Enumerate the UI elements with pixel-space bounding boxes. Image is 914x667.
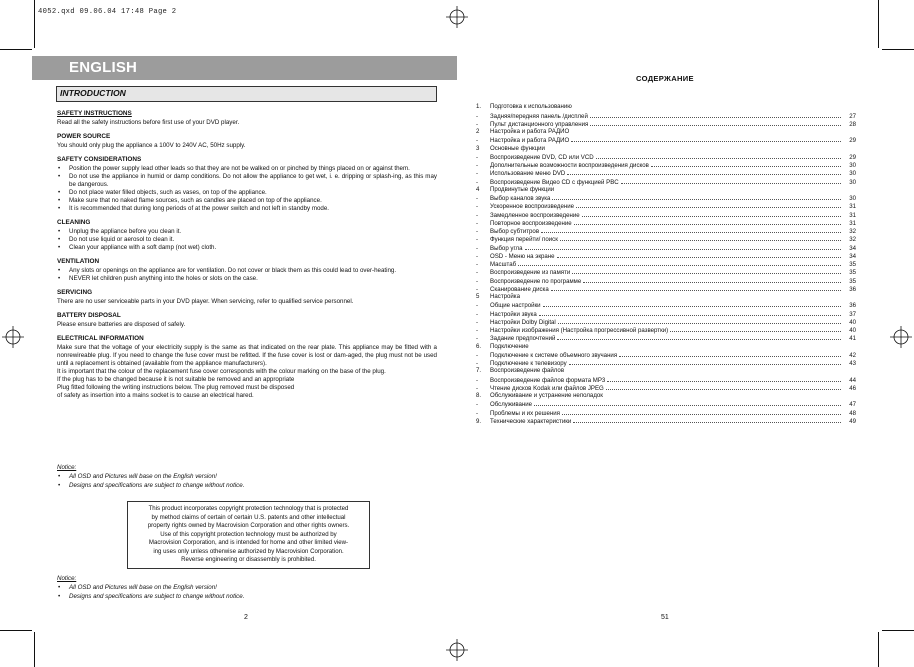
toc-entry-number: - bbox=[476, 302, 479, 310]
toc-entry-title: Настройки звука bbox=[490, 310, 537, 318]
toc-entry-number: - bbox=[476, 401, 479, 409]
toc-entry-title: Настройка bbox=[490, 293, 520, 300]
toc-leader-dots bbox=[571, 125, 841, 133]
toc-title: СОДЕРЖАНИЕ bbox=[636, 74, 694, 83]
toc-entry-title: Обслуживание bbox=[490, 401, 533, 409]
toc-entry-title: Подключение к системе объемного звучания bbox=[490, 351, 618, 359]
toc-entry-title: Настройки изображения (Настройка прогрессивной развертки) bbox=[490, 327, 669, 334]
paragraph: There are no user serviceable parts in your DVD player. When servicing, refer to qualified service personnel. bbox=[57, 298, 354, 305]
toc-entry-number: 3 bbox=[476, 144, 480, 152]
toc-entry-page: 49 bbox=[849, 417, 856, 425]
page-number-right: 51 bbox=[661, 614, 669, 621]
notice-item: • Designs and specifications are subject to change without notice. bbox=[57, 592, 437, 601]
toc-entry-number: - bbox=[476, 285, 479, 293]
toc-entry-number: - bbox=[476, 252, 479, 260]
toc-entry-title: Использование меню DVD bbox=[490, 170, 566, 178]
paragraph: It is important that the colour of the replacement fuse cover corresponds with the colour marking on the base of the plug. bbox=[57, 368, 386, 375]
toc-entry-page: 35 bbox=[849, 269, 856, 277]
paragraph: Make sure that the voltage of your electricity supply is the same as that indicated on the rear plate. This appliance may be fitted with a nonrewireable plug. If you need to change the fuse cover must be refitted. If the fuse cover is lost or dam-aged, the plug must not be used until a replacement is obtained (available from the appliance manufacturers). bbox=[57, 344, 437, 367]
section-heading: CLEANING bbox=[57, 219, 91, 226]
toc-entry-page: 31 bbox=[849, 211, 856, 219]
toc-entry-title: Воспроизведение Видео CD с функцией PBC bbox=[490, 178, 619, 186]
bullet-list bbox=[57, 267, 437, 283]
bullet-item: • Do not place water filled objects, such as vases, on top of the appliance. bbox=[57, 189, 437, 197]
paragraph: You should only plug the appliance a 100V to 240V AC, 50Hz supply. bbox=[57, 142, 246, 149]
toc-entry-number: 6. bbox=[476, 342, 482, 350]
section-heading: SAFETY INSTRUCTIONS bbox=[57, 110, 132, 117]
toc-entry-title: Подготовка к использованию bbox=[490, 103, 572, 111]
toc-entry-page: 35 bbox=[849, 261, 856, 268]
toc-entry-title: Технические характеристики bbox=[490, 417, 572, 425]
bullet-item: • Any slots or openings on the appliance are for ventilation. Do not cover or black them as this could lead to over-heating. bbox=[57, 267, 437, 275]
crop-mark bbox=[882, 49, 914, 50]
toc-entry-page: 30 bbox=[849, 170, 856, 178]
toc-entry-page: 32 bbox=[849, 236, 856, 244]
toc-entry-page: 31 bbox=[849, 219, 856, 227]
crop-mark bbox=[0, 49, 32, 50]
toc-leader-dots bbox=[573, 414, 841, 423]
paragraph: Please ensure batteries are disposed of safely. bbox=[57, 321, 186, 328]
toc-entry-page: 29 bbox=[849, 153, 856, 161]
crop-mark bbox=[34, 0, 35, 48]
language-banner bbox=[32, 56, 457, 80]
toc-entry-title: Воспроизведение DVD, CD или VCD bbox=[490, 153, 594, 161]
toc-entry-title: Дополнительные возможности воспроизведения дисков bbox=[490, 162, 649, 169]
toc-entry-page: 34 bbox=[849, 252, 856, 260]
toc-entry-number: - bbox=[476, 219, 479, 227]
toc-leader-dots bbox=[531, 339, 841, 347]
section-heading: SERVICING bbox=[57, 289, 93, 296]
paragraph: Plug fitted following the writing instructions below. The plug removed must be disposed bbox=[57, 384, 295, 391]
toc-entry-title: Воспроизведение по программе bbox=[490, 277, 582, 285]
toc-entry-title: Подключение bbox=[490, 342, 529, 350]
content-section bbox=[57, 156, 437, 213]
crop-mark bbox=[878, 0, 879, 48]
toc-entry-number: 4 bbox=[476, 185, 480, 193]
bullet-list bbox=[57, 165, 437, 213]
copyright-line: Macrovision Corporation, and is intended for home and other limited view- bbox=[148, 539, 349, 546]
toc-entry-number: - bbox=[476, 384, 479, 392]
registration-mark-icon bbox=[446, 6, 468, 28]
copyright-line: ing uses only unless otherwise authorized by Macrovision Corporation. bbox=[153, 547, 344, 555]
section-heading: BATTERY DISPOSAL bbox=[57, 312, 121, 319]
notice-bottom bbox=[57, 574, 437, 601]
paragraph: of safety as insertion into a mains socket is to cause an electrical hared. bbox=[57, 392, 254, 399]
toc-entry bbox=[476, 249, 856, 260]
section-heading: ELECTRICAL INFORMATION bbox=[57, 335, 144, 342]
toc-entry-page: 27 bbox=[849, 112, 856, 120]
toc-entry-number: - bbox=[476, 376, 479, 384]
toc-entry-page: 42 bbox=[849, 351, 856, 359]
toc-entry-page: 44 bbox=[849, 376, 856, 384]
toc-entry-number: - bbox=[476, 351, 479, 359]
toc-entry-number: - bbox=[476, 310, 479, 318]
toc-entry-number: - bbox=[476, 277, 479, 285]
toc-entry-page: 41 bbox=[849, 335, 856, 343]
toc-leader-dots bbox=[556, 183, 841, 191]
bullet-list bbox=[57, 228, 437, 252]
crop-mark bbox=[34, 632, 35, 667]
toc-entry-page: 30 bbox=[849, 195, 856, 202]
safety-content bbox=[57, 110, 437, 406]
copyright-line: property rights owned by Macrovision Corporation and other rights owners. bbox=[147, 522, 350, 529]
notice-item: • All OSD and Pictures will base on the English version! bbox=[57, 583, 437, 592]
registration-mark-icon bbox=[890, 326, 912, 348]
toc-entry-title: Задняя/передняя панель /дисплей bbox=[490, 112, 588, 120]
toc-entry-number: - bbox=[476, 195, 479, 202]
bullet-item: • NEVER let children push anything into the holes or slots on the case. bbox=[57, 275, 437, 283]
bullet-item: • It is recommended that during long periods of at the power switch and not left in standby mode. bbox=[57, 205, 437, 213]
toc-entry-number: - bbox=[476, 203, 479, 211]
toc-entry-title: Настройки Dolby Digital bbox=[490, 318, 556, 326]
toc-entry bbox=[476, 240, 856, 252]
toc-entry-number: 5 bbox=[476, 293, 480, 300]
toc-entry-title: Ускоренное воспроизведение bbox=[490, 203, 575, 211]
toc-entry-number: - bbox=[476, 211, 479, 219]
toc-entry bbox=[476, 100, 856, 111]
notice-list bbox=[57, 472, 437, 490]
toc-entry-number: - bbox=[476, 162, 479, 169]
notice-heading: Notice: bbox=[57, 575, 77, 582]
toc-entry bbox=[476, 405, 856, 417]
toc-leader-dots bbox=[547, 141, 841, 149]
section-heading: POWER SOURCE bbox=[57, 133, 111, 140]
content-section bbox=[57, 219, 437, 252]
notice-item: • Designs and specifications are subject to change without notice. bbox=[57, 481, 437, 490]
toc-entry-number: - bbox=[476, 261, 479, 268]
toc-entry-page: 34 bbox=[849, 244, 856, 252]
toc-leader-dots bbox=[605, 389, 841, 397]
toc-entry-page: 32 bbox=[849, 228, 856, 235]
section-title: INTRODUCTION bbox=[60, 88, 126, 98]
toc-entry-number: - bbox=[476, 335, 479, 343]
toc-entry bbox=[476, 348, 856, 359]
toc-entry-title: Настройка и работа РАДИО bbox=[490, 128, 570, 135]
bullet-item: • Do not use liquid or aerosol to clean it. bbox=[57, 236, 437, 244]
toc-entry bbox=[476, 265, 856, 277]
bullet-item: • Make sure that no naked flame sources, such as candles are placed on top of the appliance. bbox=[57, 197, 437, 205]
toc-entry-page: 36 bbox=[849, 285, 856, 293]
toc-entry-number: - bbox=[476, 228, 479, 235]
toc-entry-title: Воспроизведение файлов bbox=[490, 367, 565, 375]
toc-entry-page: 47 bbox=[849, 401, 856, 409]
toc-entry-page: 46 bbox=[849, 384, 856, 392]
toc-entry-title: Задание предпочтений bbox=[490, 335, 556, 343]
copyright-line: Use of this copyright protection technology must be authorized by bbox=[160, 530, 337, 538]
toc-entry-page: 37 bbox=[849, 310, 856, 318]
toc-entry-number: - bbox=[476, 244, 479, 252]
toc-entry-number: - bbox=[476, 269, 479, 277]
toc-entry-title: Пульт дистанционного управления bbox=[490, 120, 589, 128]
toc-entry-number: 2 bbox=[476, 128, 480, 135]
section-heading: SAFETY CONSIDERATIONS bbox=[57, 156, 142, 163]
section-heading: VENTILATION bbox=[57, 258, 100, 265]
toc-entry-number: 9. bbox=[476, 417, 482, 425]
content-section bbox=[57, 289, 437, 306]
toc-entry-number: 7. bbox=[476, 367, 482, 375]
content-section bbox=[57, 258, 437, 283]
language-title: ENGLISH bbox=[69, 59, 138, 76]
toc-entry-title: Выбор угла bbox=[490, 244, 523, 252]
bullet-item: • Unplug the appliance before you clean it. bbox=[57, 228, 437, 236]
toc-entry-title: OSD - Меню на экране bbox=[490, 252, 555, 260]
bullet-item: • Do not use the appliance in humid or damp conditions. Do not allow the appliance to get wet, i. e. dripping or splash-ing, as this may be dangerous. bbox=[57, 173, 437, 189]
toc-entry-page: 35 bbox=[849, 277, 856, 285]
toc-entry-number: - bbox=[476, 327, 479, 334]
toc-leader-dots bbox=[522, 290, 841, 298]
toc-entry-page: 30 bbox=[849, 178, 856, 186]
toc-entry-title: Подключение к телевизору bbox=[490, 360, 567, 367]
page-number-left: 2 bbox=[244, 614, 248, 621]
notice-top bbox=[57, 463, 437, 490]
bullet-item: • Clean your appliance with a soft damp (not wet) cloth. bbox=[57, 244, 437, 252]
toc-entry-page: 36 bbox=[849, 302, 856, 310]
toc-entry-title: Продвинутые функции bbox=[490, 185, 555, 193]
toc-entry bbox=[476, 339, 856, 350]
notice-heading: Notice: bbox=[57, 464, 77, 471]
file-slug: 4052.qxd 09.06.04 17:48 Page 2 bbox=[38, 8, 177, 16]
toc-entry-title: Замедленное воспроизведение bbox=[490, 211, 580, 219]
toc-entry bbox=[476, 298, 856, 310]
content-section bbox=[57, 133, 437, 150]
content-section bbox=[57, 110, 437, 127]
toc-entry-page: 30 bbox=[849, 162, 856, 169]
toc-entry-title: Общие настройки bbox=[490, 302, 541, 310]
crop-mark bbox=[0, 630, 32, 631]
toc-entry-title: Проблемы и их решения bbox=[490, 409, 560, 417]
toc-entry-page: 40 bbox=[849, 327, 856, 334]
bullet-item: • Position the power supply lead other leads so that they are not be walked on or pinched by things placed on or against them. bbox=[57, 165, 437, 173]
toc-entry-title: Воспроизведение файлов формата MP3 bbox=[490, 376, 606, 384]
toc-entry-title: Выбор каналов звука bbox=[490, 195, 551, 202]
crop-mark bbox=[878, 632, 879, 667]
toc-entry-number: - bbox=[476, 318, 479, 326]
toc-entry-page: 43 bbox=[849, 360, 856, 367]
copyright-notice-box bbox=[127, 501, 370, 569]
toc-entry-number: - bbox=[476, 178, 479, 186]
toc-entry-title: Обслуживание и устранение неполадок bbox=[490, 392, 603, 399]
copyright-line: This product incorporates copyright protection technology that is protected bbox=[148, 505, 349, 512]
toc-leader-dots bbox=[574, 100, 841, 108]
toc-entry-number: - bbox=[476, 236, 479, 244]
toc-entry-title: Основные функции bbox=[490, 144, 545, 152]
toc-entry-number: 8. bbox=[476, 392, 482, 399]
toc-entry-number: - bbox=[476, 137, 479, 145]
crop-mark bbox=[882, 630, 914, 631]
copyright-line: by method claims of certain of certain U.S. patents and other intellectual bbox=[151, 513, 346, 521]
copyright-line: Reverse engineering or disassembly is prohibited. bbox=[181, 556, 316, 563]
toc-entry-title: Функция перейти/ поиск bbox=[490, 236, 558, 244]
registration-mark-icon bbox=[2, 326, 24, 348]
table-of-contents bbox=[476, 100, 856, 425]
paragraph: Read all the safety instructions before first use of your DVD player. bbox=[57, 119, 240, 126]
toc-entry-title: Масштаб bbox=[490, 261, 517, 268]
toc-entry-number: - bbox=[476, 153, 479, 161]
toc-entry-number: - bbox=[476, 112, 479, 120]
content-section bbox=[57, 335, 437, 400]
toc-entry-title: Настройка и работа РАДИО bbox=[490, 137, 570, 145]
toc-entry bbox=[476, 257, 856, 268]
toc-leader-dots bbox=[566, 364, 841, 372]
notice-list bbox=[57, 583, 437, 601]
paragraph: If the plug has to be changed because it is not suitable be removed and an appropriate bbox=[57, 376, 295, 383]
toc-entry-number: - bbox=[476, 360, 479, 367]
content-section bbox=[57, 312, 437, 329]
toc-entry-number: 1. bbox=[476, 103, 482, 111]
toc-entry bbox=[476, 290, 856, 298]
section-title-box bbox=[56, 86, 437, 102]
toc-entry-title: Чтение дисков Kodak или файлов JPEG bbox=[490, 384, 604, 392]
toc-entry-page: 29 bbox=[849, 137, 856, 145]
toc-entry-title: Повторное воспроизведение bbox=[490, 219, 572, 227]
toc-entry-title: Выбор субтитров bbox=[490, 228, 540, 235]
toc-entry-page: 28 bbox=[849, 120, 856, 128]
toc-entry-page: 40 bbox=[849, 318, 856, 326]
notice-item: • All OSD and Pictures will base on the English version! bbox=[57, 472, 437, 481]
toc-entry-page: 48 bbox=[849, 409, 856, 417]
toc-entry-number: - bbox=[476, 170, 479, 178]
toc-entry-page: 31 bbox=[849, 203, 856, 211]
registration-mark-icon bbox=[446, 639, 468, 661]
toc-entry-title: Сканирование диска bbox=[490, 285, 549, 293]
toc-entry-number: - bbox=[476, 409, 479, 417]
toc-entry-title: Воспроизведение из памяти bbox=[490, 269, 571, 277]
toc-entry-number: - bbox=[476, 120, 479, 128]
